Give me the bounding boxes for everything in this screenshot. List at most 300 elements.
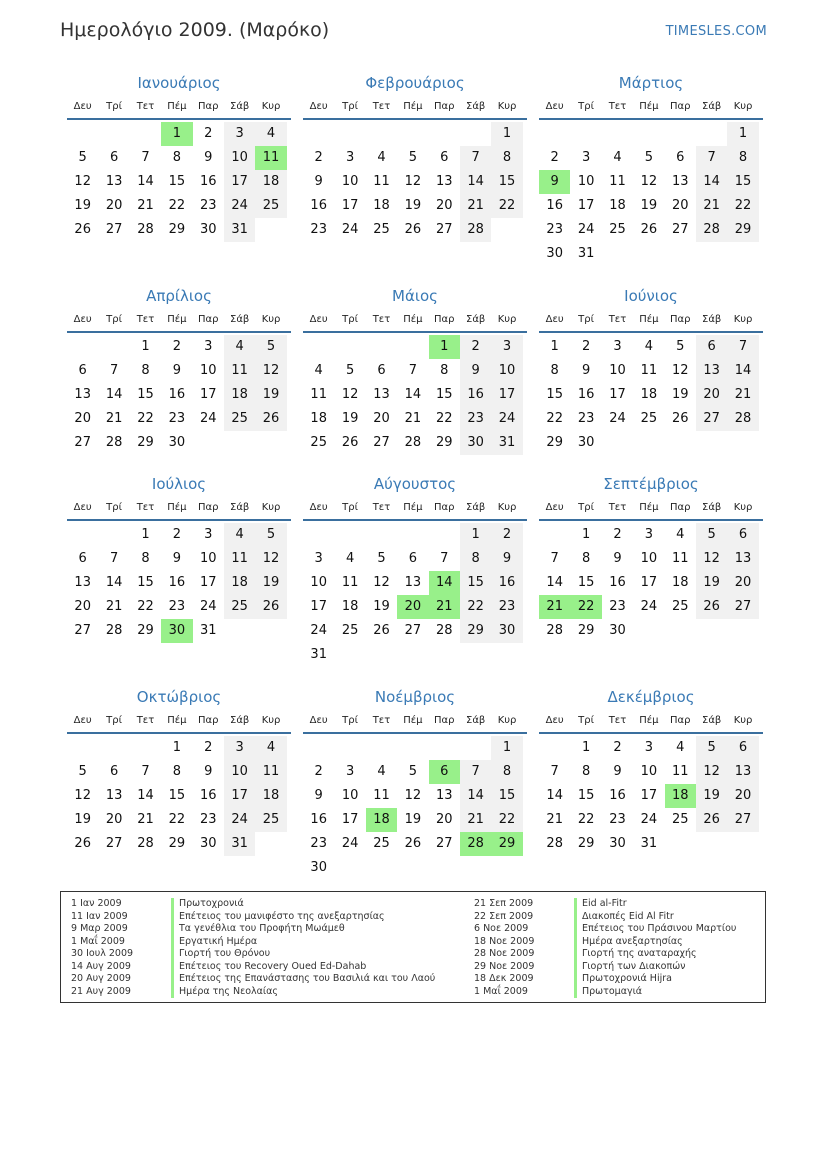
day-cell[interactable]: 2 xyxy=(581,339,591,354)
day-cell[interactable]: 26 xyxy=(696,808,727,832)
day-cell[interactable]: 2 xyxy=(314,150,323,165)
day-cell[interactable]: 25 xyxy=(224,595,255,619)
day-cell[interactable]: 14 xyxy=(460,170,491,194)
day-cell[interactable]: 10 xyxy=(199,363,217,378)
day-cell[interactable]: 26 xyxy=(696,595,727,619)
day-cell[interactable]: 2 xyxy=(613,527,622,542)
day-cell[interactable]: 5 xyxy=(644,150,653,165)
day-cell[interactable]: 26 xyxy=(373,623,390,638)
day-cell[interactable]: 25 xyxy=(255,808,286,832)
day-cell[interactable]: 20 xyxy=(373,411,390,426)
day-cell[interactable]: 19 xyxy=(255,383,286,407)
day-cell[interactable]: 22 xyxy=(168,812,186,827)
day-cell[interactable]: 7 xyxy=(460,760,491,784)
day-cell[interactable]: 20 xyxy=(105,812,123,827)
day-cell[interactable]: 12 xyxy=(404,174,422,189)
day-cell[interactable]: 9 xyxy=(204,764,213,779)
day-cell[interactable]: 15 xyxy=(168,788,186,803)
day-cell[interactable]: 8 xyxy=(460,547,491,571)
day-cell[interactable]: 16 xyxy=(460,383,491,407)
day-cell[interactable]: 9 xyxy=(613,551,622,566)
day-cell[interactable]: 6 xyxy=(408,551,417,566)
day-cell[interactable]: 7 xyxy=(440,551,449,566)
day-cell[interactable]: 29 xyxy=(460,619,491,643)
day-cell[interactable]: 16 xyxy=(609,575,626,590)
day-cell[interactable]: 15 xyxy=(168,174,186,189)
day-cell[interactable]: 27 xyxy=(671,222,689,237)
day-cell[interactable]: 8 xyxy=(491,760,522,784)
day-cell[interactable]: 18 xyxy=(255,784,286,808)
day-cell[interactable]: 9 xyxy=(491,547,522,571)
day-cell[interactable]: 14 xyxy=(727,359,758,383)
day-cell[interactable]: 24 xyxy=(310,623,327,638)
day-cell[interactable]: 29 xyxy=(137,435,154,450)
day-cell[interactable]: 30 xyxy=(577,435,595,450)
day-cell[interactable]: 24 xyxy=(224,194,255,218)
day-cell[interactable]: 22 xyxy=(137,411,154,426)
day-cell[interactable]: 20 xyxy=(435,812,453,827)
day-cell[interactable]: 17 xyxy=(640,575,658,590)
day-cell[interactable]: 12 xyxy=(671,363,689,378)
day-cell[interactable]: 25 xyxy=(373,836,390,851)
day-cell[interactable]: 6 xyxy=(676,150,685,165)
day-cell[interactable]: 13 xyxy=(696,359,727,383)
day-cell[interactable]: 19 xyxy=(404,812,422,827)
day-cell[interactable]: 3 xyxy=(204,527,213,542)
day-cell[interactable]: 1 xyxy=(550,339,559,354)
day-cell[interactable]: 8 xyxy=(141,363,150,378)
day-cell[interactable]: 21 xyxy=(429,595,460,619)
day-cell[interactable]: 20 xyxy=(105,198,123,213)
day-cell[interactable]: 27 xyxy=(105,836,123,851)
day-cell[interactable]: 25 xyxy=(671,812,689,827)
day-cell[interactable]: 8 xyxy=(727,146,758,170)
day-cell[interactable]: 10 xyxy=(224,146,255,170)
day-cell[interactable]: 26 xyxy=(341,435,359,450)
day-cell[interactable]: 17 xyxy=(341,812,359,827)
day-cell[interactable]: 26 xyxy=(255,407,286,431)
day-cell[interactable]: 27 xyxy=(105,222,123,237)
day-cell[interactable]: 15 xyxy=(577,575,595,590)
day-cell[interactable]: 30 xyxy=(609,836,626,851)
day-cell[interactable]: 9 xyxy=(460,359,491,383)
day-cell[interactable]: 13 xyxy=(435,788,453,803)
day-cell[interactable]: 30 xyxy=(199,836,217,851)
day-cell[interactable]: 27 xyxy=(74,623,91,638)
day-cell[interactable]: 19 xyxy=(74,198,91,213)
day-cell[interactable]: 20 xyxy=(74,599,91,614)
day-cell[interactable]: 3 xyxy=(314,551,323,566)
day-cell[interactable]: 13 xyxy=(435,174,453,189)
day-cell[interactable]: 18 xyxy=(609,198,626,213)
day-cell[interactable]: 2 xyxy=(460,335,491,359)
day-cell[interactable]: 3 xyxy=(644,740,653,755)
day-cell[interactable]: 21 xyxy=(460,808,491,832)
day-cell[interactable]: 29 xyxy=(727,218,758,242)
day-cell[interactable]: 1 xyxy=(460,523,491,547)
day-cell[interactable]: 3 xyxy=(204,339,213,354)
day-cell[interactable]: 5 xyxy=(255,335,286,359)
day-cell[interactable]: 2 xyxy=(204,740,213,755)
day-cell[interactable]: 15 xyxy=(491,170,522,194)
day-cell[interactable]: 28 xyxy=(696,218,727,242)
day-cell[interactable]: 20 xyxy=(727,784,758,808)
day-cell[interactable]: 5 xyxy=(345,363,355,378)
day-cell[interactable]: 1 xyxy=(727,122,758,146)
day-cell[interactable]: 11 xyxy=(310,387,327,402)
day-cell[interactable]: 7 xyxy=(696,146,727,170)
day-cell[interactable]: 19 xyxy=(696,784,727,808)
day-cell[interactable]: 28 xyxy=(727,407,758,431)
day-cell[interactable]: 23 xyxy=(460,407,491,431)
day-cell[interactable]: 24 xyxy=(341,222,359,237)
day-cell[interactable]: 10 xyxy=(199,551,217,566)
day-cell[interactable]: 24 xyxy=(640,599,658,614)
day-cell[interactable]: 17 xyxy=(224,170,255,194)
day-cell[interactable]: 19 xyxy=(373,599,390,614)
day-cell[interactable]: 27 xyxy=(435,222,453,237)
day-cell[interactable]: 3 xyxy=(581,150,591,165)
day-cell[interactable]: 30 xyxy=(310,860,327,875)
day-cell[interactable]: 4 xyxy=(676,740,685,755)
day-cell[interactable]: 25 xyxy=(310,435,327,450)
day-cell[interactable]: 21 xyxy=(460,194,491,218)
day-cell[interactable]: 9 xyxy=(314,174,323,189)
day-cell[interactable]: 23 xyxy=(310,836,327,851)
day-cell[interactable]: 25 xyxy=(341,623,359,638)
day-cell[interactable]: 5 xyxy=(696,523,727,547)
day-cell[interactable]: 17 xyxy=(199,575,217,590)
day-cell[interactable]: 4 xyxy=(314,363,323,378)
day-cell[interactable]: 26 xyxy=(255,595,286,619)
day-cell[interactable]: 12 xyxy=(404,788,422,803)
day-cell[interactable]: 9 xyxy=(172,363,181,378)
day-cell[interactable]: 17 xyxy=(310,599,327,614)
day-cell[interactable]: 10 xyxy=(310,575,327,590)
day-cell[interactable]: 29 xyxy=(435,435,453,450)
day-cell[interactable]: 28 xyxy=(546,623,563,638)
day-cell[interactable]: 1 xyxy=(581,740,591,755)
day-cell[interactable]: 16 xyxy=(199,174,217,189)
day-cell[interactable]: 11 xyxy=(671,764,689,779)
day-cell[interactable]: 13 xyxy=(671,174,689,189)
day-cell[interactable]: 14 xyxy=(546,788,563,803)
day-cell[interactable]: 22 xyxy=(435,411,453,426)
day-cell[interactable]: 6 xyxy=(78,363,87,378)
day-cell[interactable]: 5 xyxy=(78,150,87,165)
day-cell[interactable]: 8 xyxy=(581,764,591,779)
day-cell[interactable]: 30 xyxy=(491,619,522,643)
day-cell[interactable]: 17 xyxy=(640,788,658,803)
day-cell[interactable]: 6 xyxy=(429,760,460,784)
day-cell[interactable]: 9 xyxy=(172,551,181,566)
day-cell[interactable]: 27 xyxy=(435,836,453,851)
day-cell[interactable]: 11 xyxy=(255,760,286,784)
day-cell[interactable]: 10 xyxy=(341,788,359,803)
day-cell[interactable]: 7 xyxy=(408,363,417,378)
day-cell[interactable]: 23 xyxy=(577,411,595,426)
day-cell[interactable]: 25 xyxy=(373,222,390,237)
day-cell[interactable]: 29 xyxy=(491,832,522,856)
day-cell[interactable]: 12 xyxy=(255,359,286,383)
day-cell[interactable]: 30 xyxy=(168,435,186,450)
day-cell[interactable]: 29 xyxy=(168,836,186,851)
day-cell[interactable]: 4 xyxy=(377,150,386,165)
day-cell[interactable]: 2 xyxy=(172,339,181,354)
day-cell[interactable]: 21 xyxy=(546,812,563,827)
day-cell[interactable]: 16 xyxy=(168,387,186,402)
day-cell[interactable]: 14 xyxy=(546,575,563,590)
day-cell[interactable]: 15 xyxy=(491,784,522,808)
day-cell[interactable]: 26 xyxy=(74,222,91,237)
day-cell[interactable]: 17 xyxy=(199,387,217,402)
day-cell[interactable]: 5 xyxy=(676,339,685,354)
day-cell[interactable]: 6 xyxy=(377,363,386,378)
day-cell[interactable]: 10 xyxy=(577,174,595,189)
day-cell[interactable]: 16 xyxy=(310,812,327,827)
day-cell[interactable]: 27 xyxy=(404,623,422,638)
day-cell[interactable]: 7 xyxy=(109,551,119,566)
day-cell[interactable]: 24 xyxy=(577,222,595,237)
day-cell[interactable]: 23 xyxy=(199,812,217,827)
day-cell[interactable]: 2 xyxy=(314,764,323,779)
day-cell[interactable]: 16 xyxy=(310,198,327,213)
day-cell[interactable]: 4 xyxy=(676,527,685,542)
day-cell[interactable]: 15 xyxy=(137,387,154,402)
day-cell[interactable]: 17 xyxy=(577,198,595,213)
day-cell[interactable]: 30 xyxy=(161,619,192,643)
day-cell[interactable]: 29 xyxy=(577,836,595,851)
day-cell[interactable]: 6 xyxy=(696,335,727,359)
day-cell[interactable]: 1 xyxy=(491,122,522,146)
day-cell[interactable]: 18 xyxy=(665,784,696,808)
day-cell[interactable]: 6 xyxy=(109,150,119,165)
day-cell[interactable]: 1 xyxy=(581,527,591,542)
day-cell[interactable]: 12 xyxy=(640,174,658,189)
day-cell[interactable]: 16 xyxy=(199,788,217,803)
day-cell[interactable]: 23 xyxy=(491,595,522,619)
day-cell[interactable]: 9 xyxy=(314,788,323,803)
day-cell[interactable]: 22 xyxy=(491,808,522,832)
day-cell[interactable]: 14 xyxy=(429,571,460,595)
day-cell[interactable]: 2 xyxy=(491,523,522,547)
day-cell[interactable]: 21 xyxy=(137,198,154,213)
day-cell[interactable]: 3 xyxy=(613,339,622,354)
day-cell[interactable]: 26 xyxy=(404,222,422,237)
day-cell[interactable]: 23 xyxy=(609,599,626,614)
day-cell[interactable]: 20 xyxy=(671,198,689,213)
day-cell[interactable]: 8 xyxy=(581,551,591,566)
day-cell[interactable]: 4 xyxy=(255,736,286,760)
day-cell[interactable]: 21 xyxy=(727,383,758,407)
day-cell[interactable]: 4 xyxy=(224,523,255,547)
day-cell[interactable]: 6 xyxy=(109,764,119,779)
day-cell[interactable]: 10 xyxy=(491,359,522,383)
day-cell[interactable]: 7 xyxy=(141,150,150,165)
day-cell[interactable]: 18 xyxy=(224,571,255,595)
day-cell[interactable]: 16 xyxy=(491,571,522,595)
day-cell[interactable]: 27 xyxy=(74,435,91,450)
day-cell[interactable]: 29 xyxy=(546,435,563,450)
day-cell[interactable]: 7 xyxy=(460,146,491,170)
day-cell[interactable]: 25 xyxy=(671,599,689,614)
day-cell[interactable]: 14 xyxy=(137,788,154,803)
day-cell[interactable]: 23 xyxy=(199,198,217,213)
day-cell[interactable]: 31 xyxy=(310,647,327,662)
day-cell[interactable]: 26 xyxy=(74,836,91,851)
day-cell[interactable]: 26 xyxy=(640,222,658,237)
day-cell[interactable]: 24 xyxy=(199,411,217,426)
day-cell[interactable]: 22 xyxy=(168,198,186,213)
day-cell[interactable]: 15 xyxy=(546,387,563,402)
day-cell[interactable]: 9 xyxy=(539,170,570,194)
day-cell[interactable]: 3 xyxy=(345,150,355,165)
day-cell[interactable]: 7 xyxy=(109,363,119,378)
day-cell[interactable]: 11 xyxy=(609,174,626,189)
day-cell[interactable]: 8 xyxy=(141,551,150,566)
day-cell[interactable]: 11 xyxy=(373,174,390,189)
day-cell[interactable]: 24 xyxy=(640,812,658,827)
day-cell[interactable]: 29 xyxy=(577,623,595,638)
day-cell[interactable]: 25 xyxy=(255,194,286,218)
day-cell[interactable]: 26 xyxy=(671,411,689,426)
day-cell[interactable]: 14 xyxy=(105,387,123,402)
day-cell[interactable]: 28 xyxy=(404,435,422,450)
day-cell[interactable]: 15 xyxy=(577,788,595,803)
day-cell[interactable]: 3 xyxy=(224,736,255,760)
day-cell[interactable]: 22 xyxy=(546,411,563,426)
day-cell[interactable]: 2 xyxy=(550,150,559,165)
day-cell[interactable]: 12 xyxy=(74,174,91,189)
day-cell[interactable]: 3 xyxy=(224,122,255,146)
day-cell[interactable]: 16 xyxy=(168,575,186,590)
day-cell[interactable]: 11 xyxy=(341,575,359,590)
day-cell[interactable]: 18 xyxy=(310,411,327,426)
day-cell[interactable]: 8 xyxy=(440,363,449,378)
day-cell[interactable]: 13 xyxy=(727,760,758,784)
day-cell[interactable]: 27 xyxy=(696,407,727,431)
day-cell[interactable]: 8 xyxy=(172,764,181,779)
day-cell[interactable]: 11 xyxy=(224,547,255,571)
day-cell[interactable]: 19 xyxy=(74,812,91,827)
day-cell[interactable]: 7 xyxy=(550,764,559,779)
day-cell[interactable]: 6 xyxy=(78,551,87,566)
day-cell[interactable]: 22 xyxy=(570,595,601,619)
day-cell[interactable]: 13 xyxy=(74,575,91,590)
day-cell[interactable]: 20 xyxy=(727,571,758,595)
day-cell[interactable]: 30 xyxy=(609,623,626,638)
day-cell[interactable]: 9 xyxy=(581,363,591,378)
day-cell[interactable]: 17 xyxy=(341,198,359,213)
day-cell[interactable]: 23 xyxy=(609,812,626,827)
day-cell[interactable]: 22 xyxy=(727,194,758,218)
day-cell[interactable]: 5 xyxy=(255,523,286,547)
day-cell[interactable]: 14 xyxy=(137,174,154,189)
day-cell[interactable]: 15 xyxy=(727,170,758,194)
day-cell[interactable]: 22 xyxy=(577,812,595,827)
day-cell[interactable]: 17 xyxy=(224,784,255,808)
day-cell[interactable]: 21 xyxy=(539,595,570,619)
day-cell[interactable]: 14 xyxy=(696,170,727,194)
day-cell[interactable]: 14 xyxy=(460,784,491,808)
day-cell[interactable]: 24 xyxy=(609,411,626,426)
day-cell[interactable]: 11 xyxy=(373,788,390,803)
day-cell[interactable]: 12 xyxy=(341,387,359,402)
day-cell[interactable]: 24 xyxy=(199,599,217,614)
day-cell[interactable]: 1 xyxy=(172,740,181,755)
day-cell[interactable]: 19 xyxy=(404,198,422,213)
day-cell[interactable]: 1 xyxy=(161,122,192,146)
day-cell[interactable]: 19 xyxy=(341,411,359,426)
day-cell[interactable]: 1 xyxy=(491,736,522,760)
day-cell[interactable]: 18 xyxy=(366,808,397,832)
day-cell[interactable]: 21 xyxy=(105,411,123,426)
day-cell[interactable]: 10 xyxy=(640,764,658,779)
day-cell[interactable]: 29 xyxy=(137,623,154,638)
day-cell[interactable]: 12 xyxy=(696,760,727,784)
day-cell[interactable]: 9 xyxy=(204,150,213,165)
day-cell[interactable]: 23 xyxy=(168,599,186,614)
day-cell[interactable]: 20 xyxy=(696,383,727,407)
day-cell[interactable]: 23 xyxy=(168,411,186,426)
day-cell[interactable]: 11 xyxy=(255,146,286,170)
day-cell[interactable]: 27 xyxy=(373,435,390,450)
day-cell[interactable]: 13 xyxy=(404,575,422,590)
day-cell[interactable]: 4 xyxy=(224,335,255,359)
day-cell[interactable]: 28 xyxy=(137,222,154,237)
day-cell[interactable]: 2 xyxy=(172,527,181,542)
day-cell[interactable]: 7 xyxy=(727,335,758,359)
day-cell[interactable]: 18 xyxy=(224,383,255,407)
brand-link[interactable]: TIMESLES.COM xyxy=(665,24,767,39)
day-cell[interactable]: 1 xyxy=(429,335,460,359)
day-cell[interactable]: 23 xyxy=(546,222,563,237)
day-cell[interactable]: 10 xyxy=(640,551,658,566)
day-cell[interactable]: 19 xyxy=(255,571,286,595)
day-cell[interactable]: 14 xyxy=(404,387,422,402)
day-cell[interactable]: 5 xyxy=(377,551,386,566)
day-cell[interactable]: 14 xyxy=(105,575,123,590)
day-cell[interactable]: 22 xyxy=(137,599,154,614)
day-cell[interactable]: 28 xyxy=(460,832,491,856)
day-cell[interactable]: 16 xyxy=(577,387,595,402)
day-cell[interactable]: 16 xyxy=(546,198,563,213)
day-cell[interactable]: 10 xyxy=(224,760,255,784)
day-cell[interactable]: 10 xyxy=(609,363,626,378)
day-cell[interactable]: 5 xyxy=(696,736,727,760)
day-cell[interactable]: 1 xyxy=(141,339,150,354)
day-cell[interactable]: 31 xyxy=(640,836,658,851)
day-cell[interactable]: 18 xyxy=(255,170,286,194)
day-cell[interactable]: 18 xyxy=(341,599,359,614)
day-cell[interactable]: 13 xyxy=(105,788,123,803)
day-cell[interactable]: 21 xyxy=(105,599,123,614)
day-cell[interactable]: 5 xyxy=(408,764,417,779)
day-cell[interactable]: 20 xyxy=(397,595,428,619)
day-cell[interactable]: 25 xyxy=(224,407,255,431)
day-cell[interactable]: 24 xyxy=(224,808,255,832)
day-cell[interactable]: 11 xyxy=(640,363,658,378)
day-cell[interactable]: 22 xyxy=(491,194,522,218)
day-cell[interactable]: 4 xyxy=(255,122,286,146)
day-cell[interactable]: 4 xyxy=(377,764,386,779)
day-cell[interactable]: 26 xyxy=(404,836,422,851)
day-cell[interactable]: 25 xyxy=(640,411,658,426)
day-cell[interactable]: 17 xyxy=(609,387,626,402)
day-cell[interactable]: 12 xyxy=(373,575,390,590)
day-cell[interactable]: 19 xyxy=(696,571,727,595)
day-cell[interactable]: 31 xyxy=(199,623,217,638)
